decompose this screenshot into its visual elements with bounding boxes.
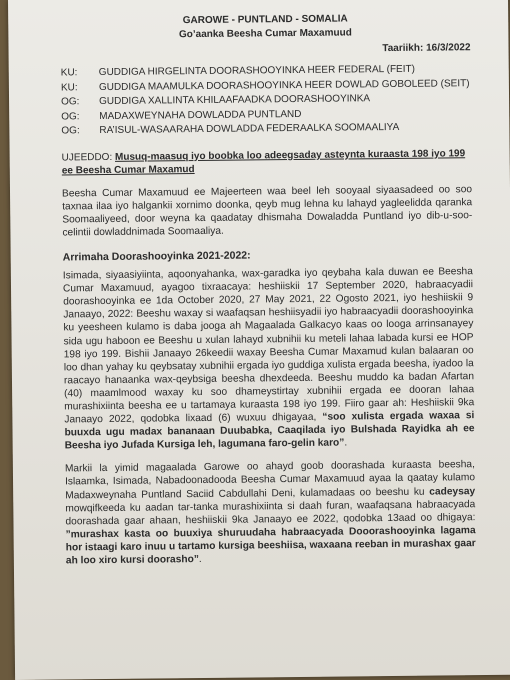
- paragraph-text: Markii la yimid magaalada Garowe oo ahayd goob doorashada kuraasta beesha, Islaamka, Isimada, Nabadoonadooda Beesha Cumar Maxamuud ayaa la qaatay kulamo Madaxweynaha Puntland Saciid Cabdullahi Deni, kulamadaas oo beeshu ku: [64, 459, 476, 501]
- recipient-name: GUDDIGA XALLINTA KHILAAFAADKA DOORASHOOYINKA: [99, 93, 371, 108]
- letterhead-location: GAROWE - PUNTLAND - SOMALIA: [182, 13, 348, 27]
- paragraph-end: .: [344, 437, 348, 449]
- paper-sheet: [8, 0, 510, 680]
- recipient-name: GUDDIGA MAAMULKA DOORASHOOYINKA HEER DOWLAD GOBOLEED (SEIT): [98, 77, 470, 93]
- quote-agreement-article-13: ”murashax kasta oo buuxiya shuruudaha habraacyada Dooorashooyinka lagama hor istaagi karo inuu u tartamo kursiga beeshiisa, waxaana reeban in murashax gaar ah loo xiro kursi doorasho”: [65, 524, 476, 567]
- letter-date: Taariikh: 16/3/2022: [382, 42, 471, 55]
- recipient-code: OG:: [61, 125, 80, 137]
- recipient-name: RA’ISUL-WASAARAHA DOWLADDA FEDERAALKA SOOMAALIYA: [99, 122, 400, 137]
- quote-agreement-article-6: “soo xulista ergada waxaa si buuxda ugu madax bananaan Duubabka, Caaqilada iyo Bulshada Rayidka ah ee Beesha iyo Jufada Kursiga leh, lagumana faro-gelin karo”: [64, 410, 475, 452]
- subject-line: [62, 147, 472, 177]
- recipient-code: OG:: [61, 110, 80, 123]
- subject-text: Musuq-maasuq iyo boobka loo adeegsaday asteynta kuraasta 198 iyo 199 ee Beesha Cumar Maxamud: [61, 147, 466, 177]
- recipient-name: GUDDIGA HIRGELINTA DOORASHOOYINKA HEER FEDERAL (FEIT): [98, 63, 415, 79]
- emphasis-word: cadeysay: [429, 485, 476, 498]
- recipient-code: KU:: [60, 67, 78, 79]
- body-paragraph-2: [65, 459, 476, 568]
- letter-content: [60, 11, 476, 567]
- intro-paragraph: Beesha Cumar Maxamuud ee Majeerteen waa beel leh sooyaal siyaasadeed oo soo taxnaa ilaa iyo halgankii xornimo doonka, qeyb mug lehna ku lahayd yagleelidda qaranka Soomaaliyeed, door weyna ka qaadatay dhismaha Dowaladda Puntland iyo dib-u-soo-celintii dowladdnimada Soomaaliya.: [61, 183, 473, 239]
- subject-label: UJEEDDO:: [61, 151, 113, 164]
- paragraph-text: mowqifkeeda ku aadan tar-tanka murashixiinta si daah furan, waafaqsana habraacyada doorashada gaar ahaan, heshiiskii 9ka Janaayo ee 2022, qodobka 13aad oo dhigaya:: [65, 498, 476, 528]
- recipients-list: [61, 62, 472, 139]
- recipient-code: KU:: [60, 81, 78, 94]
- body-paragraph-1: [63, 265, 475, 453]
- recipient-name: MADAXWEYNAHA DOWLADDA PUNTLAND: [99, 108, 302, 122]
- section-heading: Arrimaha Doorashooyinka 2021-2022:: [62, 249, 251, 264]
- recipient-row: [61, 120, 471, 139]
- letterhead-title: Go’aanka Beesha Cumar Maxamuud: [178, 27, 352, 41]
- recipient-code: OG:: [61, 96, 80, 108]
- paragraph-end: .: [198, 554, 202, 566]
- paragraph-text: Isimada, siyaasiyiinta, aqoonyahanka, wax-garadka iyo qeybaha kala duwan ee Beesha Cumar Maxamuud, ayagoo tixraacaya: heshiiskii 17 September 2020, habraacyadii doorashooyinka ee 1da October 2020, 27 May 2021, 22 Ogosto 2021, iyo heshiiskii 9 Janaayo, 2022: Beeshu waxay si waafaqsan heshiisyadii iyo habraacyadii doorashooyinka ku yeesheen kulamo is daba jooga ah Magaalada Galkacyo kaas oo looga arrinsanayey sida ugu haboon ee Beeshu u xulan lahayd xubnihii ku meteli lahaa labada kursi ee HOP 198 iyo 199. Bishii Janaayo 26keedii waxay Beesha Cumar Maxamud kulan balaaran oo loo dhan yahay ku qeybsatay xubnihii ergada iyo guddiga xulista ergada beesha, iyadoo la raacayo hanaanka wax-qeybsiga beesha dhexdeeda. Beeshu muddo ka badan Afartan (40) maamlmood waxay ku soo dhameystirtay xubnihii ergada ee dooran lahaa murashixiinta beesha ee u tartamaya kuraasta 198 iyo 199. Fiiro gaar ah: Heshiiskii 9ka Janaayo 2022, qodobka lixaad (6) wuxuu dhigayaa,: [62, 266, 475, 426]
